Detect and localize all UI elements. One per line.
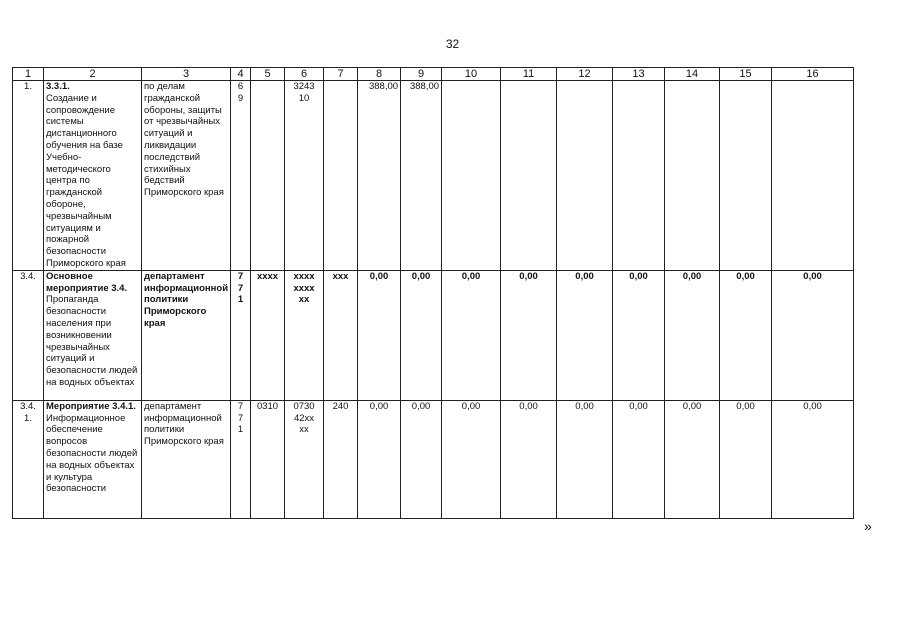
code-part: хх <box>299 424 309 436</box>
code-cell-5: хххх <box>251 270 285 400</box>
code-part: 0730 <box>293 400 315 412</box>
value-cell-8: 388,00 <box>358 81 401 271</box>
program-table <box>12 67 854 519</box>
header-cell: 7 <box>324 68 358 81</box>
executor-cell: департамент информационной политики Приморского края <box>142 400 231 518</box>
code-digit: 7 <box>237 270 244 282</box>
header-cell: 6 <box>285 68 324 81</box>
value-cell-11: 0,00 <box>501 270 557 400</box>
value-cell-12 <box>557 81 613 271</box>
closing-quote: » <box>864 518 872 534</box>
value-cell-16 <box>772 81 854 271</box>
value-cell-10: 0,00 <box>442 400 501 518</box>
value-cell-10 <box>442 81 501 271</box>
value-cell-15 <box>720 81 772 271</box>
row-number <box>13 400 44 518</box>
executor-cell: по делам гражданской обороны, защиты от чрезвычайных ситуаций и ликвидации последствий стихийных бедствий Приморского края <box>142 81 231 271</box>
header-cell: 11 <box>501 68 557 81</box>
value-cell-8: 0,00 <box>358 270 401 400</box>
table-row <box>13 400 854 518</box>
header-cell: 13 <box>613 68 665 81</box>
activity-name <box>44 81 142 271</box>
value-cell-11 <box>501 81 557 271</box>
row-number-part: 1. <box>24 412 32 424</box>
code-digit: 1 <box>237 424 244 436</box>
code-cell-5 <box>251 81 285 271</box>
page-number: 32 <box>445 37 460 51</box>
code-cell-4 <box>231 400 251 518</box>
row-number: 1. <box>13 81 44 271</box>
header-cell: 4 <box>231 68 251 81</box>
header-cell: 10 <box>442 68 501 81</box>
value-cell-9: 0,00 <box>401 400 442 518</box>
code-part: 42хх <box>293 412 315 424</box>
header-cell: 9 <box>401 68 442 81</box>
header-cell: 1 <box>13 68 44 81</box>
header-cell: 15 <box>720 68 772 81</box>
activity-description: Пропаганда безопасности населения при возникновении чрезвычайных ситуаций и безопасности людей на водных объектах <box>46 294 138 388</box>
activity-name <box>44 270 142 400</box>
executor-cell: департамент информационной политики Приморского края <box>142 270 231 400</box>
code-part: 3243 <box>293 81 315 92</box>
value-cell-13: 0,00 <box>613 270 665 400</box>
code-cell-7 <box>324 81 358 271</box>
code-part: хх <box>298 294 310 306</box>
activity-description: Создание и сопровождение системы дистанционного обучения на базе Учебно-методического центра по гражданской обороне, чрезвычайным ситуациям и пожарной безопасности Приморского края <box>46 92 126 269</box>
activity-code: Мероприятие 3.4.1. <box>46 400 136 412</box>
row-number-part: 3.4. <box>20 400 36 412</box>
code-cell-6 <box>285 270 324 400</box>
code-digit: 7 <box>237 282 244 294</box>
value-cell-15: 0,00 <box>720 270 772 400</box>
value-cell-9: 0,00 <box>401 270 442 400</box>
code-cell-5: 0310 <box>251 400 285 518</box>
value-cell-9: 388,00 <box>401 81 442 271</box>
header-cell: 2 <box>44 68 142 81</box>
code-cell-6 <box>285 400 324 518</box>
header-cell: 5 <box>251 68 285 81</box>
header-cell: 14 <box>665 68 720 81</box>
value-cell-12: 0,00 <box>557 400 613 518</box>
table-row <box>13 81 854 271</box>
code-part: 10 <box>298 92 310 104</box>
value-cell-14 <box>665 81 720 271</box>
value-cell-8: 0,00 <box>358 400 401 518</box>
value-cell-14: 0,00 <box>665 400 720 518</box>
value-cell-14: 0,00 <box>665 270 720 400</box>
header-cell: 16 <box>772 68 854 81</box>
activity-description: Информационное обеспечение вопросов безопасности людей на водных объектах и культура безопасности <box>46 412 138 495</box>
header-cell: 3 <box>142 68 231 81</box>
code-cell-4 <box>231 270 251 400</box>
table-row <box>13 270 854 400</box>
value-cell-16: 0,00 <box>772 400 854 518</box>
header-cell: 8 <box>358 68 401 81</box>
value-cell-15: 0,00 <box>720 400 772 518</box>
code-digit: 7 <box>237 400 244 412</box>
code-cell-6 <box>285 81 324 271</box>
value-cell-13: 0,00 <box>613 400 665 518</box>
activity-code: 3.3.1. <box>46 81 70 92</box>
row-number: 3.4. <box>13 270 44 400</box>
code-part: хххх <box>293 270 315 282</box>
code-cell-4 <box>231 81 251 271</box>
table-header-row <box>13 68 854 81</box>
code-part: хххх <box>293 282 315 294</box>
value-cell-10: 0,00 <box>442 270 501 400</box>
code-digit: 1 <box>237 294 244 306</box>
value-cell-11: 0,00 <box>501 400 557 518</box>
code-digit: 9 <box>237 92 244 104</box>
code-cell-7: ххх <box>324 270 358 400</box>
code-digit: 7 <box>237 412 244 424</box>
code-digit: 6 <box>237 81 244 92</box>
header-cell: 12 <box>557 68 613 81</box>
code-cell-7: 240 <box>324 400 358 518</box>
activity-name <box>44 400 142 518</box>
value-cell-12: 0,00 <box>557 270 613 400</box>
value-cell-13 <box>613 81 665 271</box>
value-cell-16: 0,00 <box>772 270 854 400</box>
activity-code: Основное мероприятие 3.4. <box>46 270 128 294</box>
